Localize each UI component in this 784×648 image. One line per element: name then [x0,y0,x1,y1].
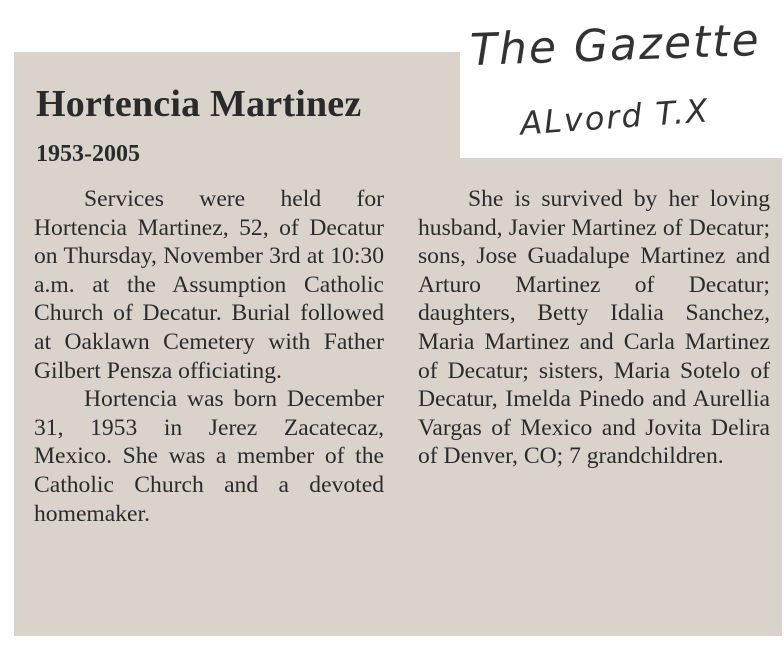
obituary-column-2 [418,185,770,471]
survivors-paragraph: She is survived by her loving husband, Javier Martinez of Decatur; sons, Jose Guadalupe Martinez and Arturo Martinez of Decatur; daughters, Betty Idalia Sanchez, Maria Martinez and Carla Martinez of Decatur; sisters, Maria Sotelo of Decatur, Imelda Pinedo and Aurellia Vargas of Mexico and Jovita Delira of Denver, CO; 7 grandchildren. [418,186,770,470]
obituary-name: Hortencia Martinez [36,83,362,125]
obituary-years: 1953-2005 [36,141,140,167]
handwritten-publication-name: The Gazette [469,14,762,77]
handwritten-location: ALvord T.X [518,91,711,143]
birth-paragraph: Hortencia was born December 31, 1953 in Jerez Zacatecaz, Mexico. She was a member of the Catholic Church and a devoted homemaker. [34,386,384,527]
services-paragraph: Services were held for Hortencia Martinez, 52, of Decatur on Thursday, November 3rd at 10:30 a.m. at the Assumption Catholic Church of Decatur. Burial followed at Oaklawn Cemetery with Father Gilbert Pensza officiating. [34,186,384,384]
obituary-column-1 [34,185,384,528]
